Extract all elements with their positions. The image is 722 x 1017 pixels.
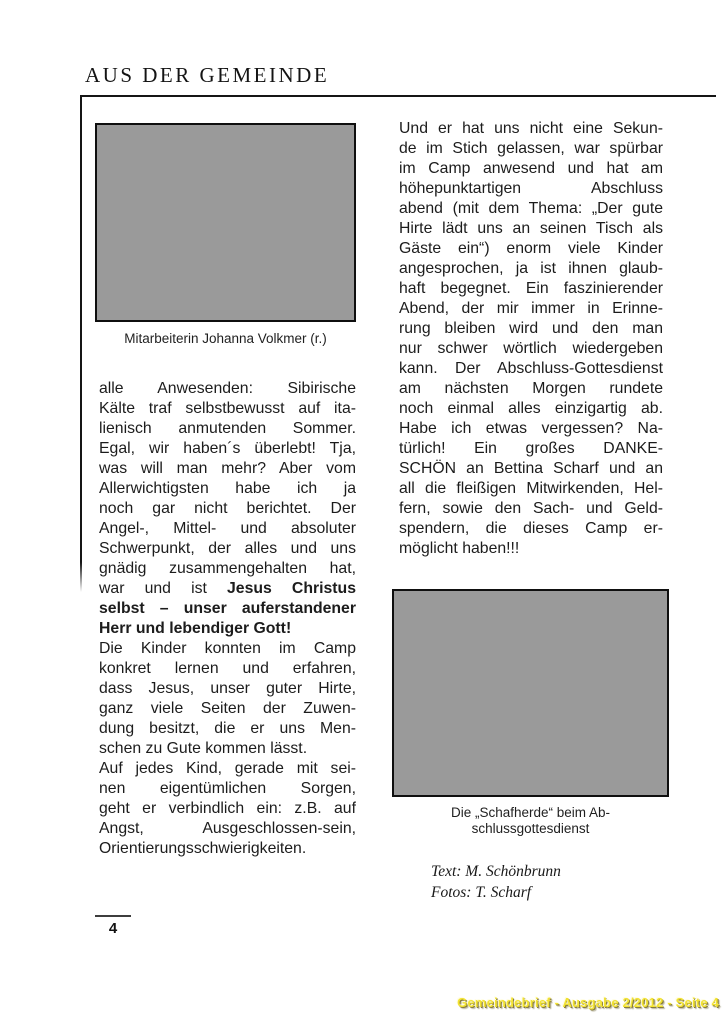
text-line: Schwerpunkt, der alles und uns xyxy=(99,540,356,557)
page-number: 4 xyxy=(108,920,118,937)
text-line: gnädig zusammengehalten hat, xyxy=(99,560,356,577)
text-line: Kälte traf selbstbewusst auf ita- xyxy=(99,400,356,417)
text-line: im Camp anwesend und hat am xyxy=(399,160,663,177)
text-line: haft begegnet. Ein faszinierender xyxy=(399,280,663,297)
text-line: schen zu Gute kommen lässt. xyxy=(99,740,308,757)
photo2-caption-line1: Die „Schafherde“ beim Ab- xyxy=(450,805,611,820)
text-line: lienisch anmutenden Sommer. xyxy=(99,420,356,437)
text-line: Herr und lebendiger Gott! xyxy=(99,620,292,637)
section-header: AUS DER GEMEINDE xyxy=(85,63,330,87)
text-line: SCHÖN an Bettina Scharf und an xyxy=(399,460,663,477)
photo2-caption-line2: schlussgottesdienst xyxy=(471,821,590,836)
text-line: Die Kinder konnten im Camp xyxy=(99,640,356,657)
page-number-rule xyxy=(95,915,131,917)
text-line: Gäste ein“) enorm viele Kinder xyxy=(399,240,663,257)
text-line: Abend, der mir immer in Erinne- xyxy=(399,300,663,317)
text-line: all die fleißigen Mitwirkenden, Hel- xyxy=(399,480,663,497)
text-line: nen eigentümlichen Sorgen, xyxy=(99,780,356,797)
text-line: noch einmal alles einzigartig ab. xyxy=(399,400,663,417)
text-line: türlich! Ein großes DANKE- xyxy=(399,440,663,457)
text-line: was will man mehr? Aber vom xyxy=(99,460,356,477)
text-line: kann. Der Abschluss-Gottesdienst xyxy=(399,360,663,377)
text-line: spendern, die dieses Camp er- xyxy=(399,520,663,537)
text-line: alle Anwesenden: Sibirische xyxy=(99,380,356,397)
text-line: konkret lernen und erfahren, xyxy=(99,660,356,677)
text-line: Egal, wir haben´s überlebt! Tja, xyxy=(99,440,356,457)
text-line: Orientierungsschwierigkeiten. xyxy=(99,840,307,857)
text-line: Auf jedes Kind, gerade mit sei- xyxy=(99,760,356,777)
page-number-block xyxy=(95,915,133,937)
text-line: war und ist Jesus Christus xyxy=(99,580,356,597)
frame-top-border xyxy=(80,95,716,97)
text-line: geht er verbindlich ein: z.B. auf xyxy=(99,800,356,817)
text-line: Angel-, Mittel- und absoluter xyxy=(99,520,356,537)
text-line: abend (mit dem Thema: „Der gute xyxy=(399,200,663,217)
text-line: ganz viele Seiten der Zuwen- xyxy=(99,700,356,717)
text-line: Hirte lädt uns an seinen Tisch als xyxy=(399,220,663,237)
text-line: Und er hat uns nicht eine Sekun- xyxy=(399,120,663,137)
text-line: Allerwichtigsten habe ich ja xyxy=(99,480,356,497)
text-line: dass Jesus, unser guter Hirte, xyxy=(99,680,356,697)
credit-photo-author: Fotos: T. Scharf xyxy=(431,884,532,901)
text-line: möglicht haben!!! xyxy=(399,540,520,557)
text-line: rung bleiben wird und den man xyxy=(399,320,663,337)
text-line: nur schwer wörtlich wiedergeben xyxy=(399,340,663,357)
text-line: fern, sowie den Sach- und Geld- xyxy=(399,500,663,517)
text-line: noch gar nicht berichtet. Der xyxy=(99,500,356,517)
credits xyxy=(431,861,561,903)
photo-johanna-volkmer xyxy=(95,123,356,322)
credit-text-author: Text: M. Schönbrunn xyxy=(431,863,561,880)
text-line: Habe ich etwas vergessen? Na- xyxy=(399,420,663,437)
right-text-column xyxy=(399,119,663,559)
left-text-column xyxy=(99,379,356,859)
issue-footer: Gemeindebrief - Ausgabe 2/2012 - Seite 4 xyxy=(457,995,719,1010)
text-line: de im Stich gelassen, war spürbar xyxy=(399,140,663,157)
text-line: Angst, Ausgeschlossen-sein, xyxy=(99,820,356,837)
text-line: angesprochen, ja ist ihnen glaub- xyxy=(399,260,663,277)
photo2-caption xyxy=(392,805,669,837)
text-line: selbst – unser auferstandener xyxy=(99,600,356,617)
text-line: höhepunktartigen Abschluss xyxy=(399,180,663,197)
text-line: dung besitzt, die er uns Men- xyxy=(99,720,356,737)
photo1-caption: Mitarbeiterin Johanna Volkmer (r.) xyxy=(124,331,327,346)
photo-schafherde xyxy=(392,589,669,797)
text-line: am nächsten Morgen rundete xyxy=(399,380,663,397)
frame-left-border xyxy=(80,95,82,592)
